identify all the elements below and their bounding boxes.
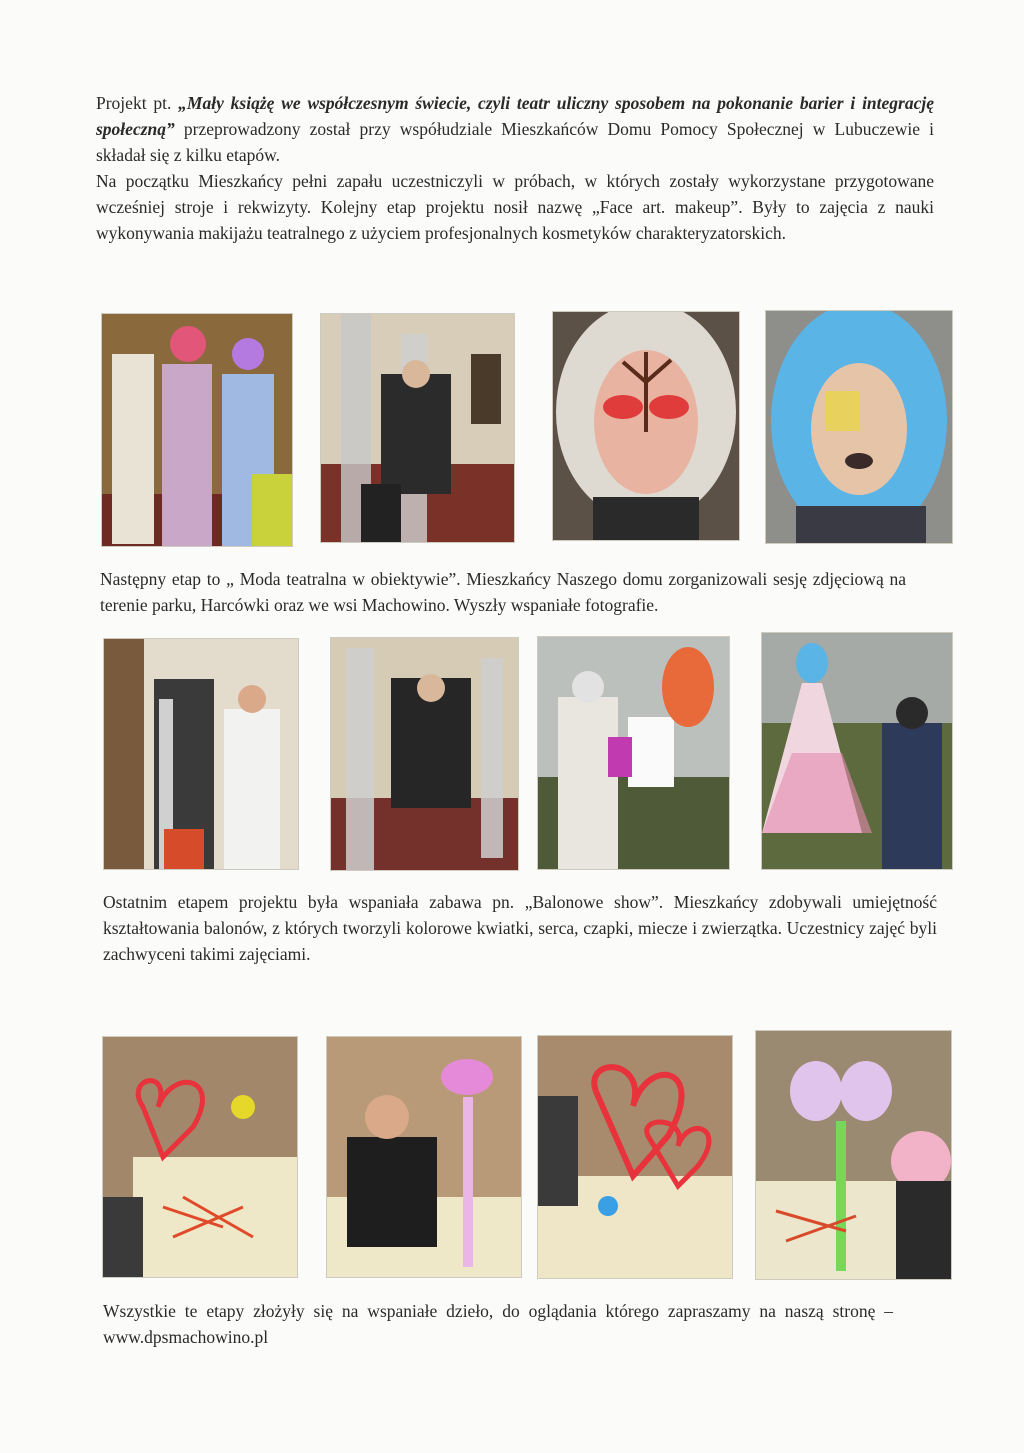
photo-balloon-red-hearts: [537, 1035, 733, 1279]
intro-rest: przeprowadzony został przy współudziale Mieszkańców Domu Pomocy Społecznej w Lubuczewie i składał się z kilku etapów.: [96, 119, 934, 165]
photo-balloon-hearts-table: [102, 1036, 298, 1278]
closing-paragraph: Wszystkie te etapy złożyły się na wspaniałe dzieło, do oglądania którego zapraszamy na naszą stronę – www.dpsmachowino.pl: [103, 1301, 893, 1347]
project-title: „Mały książę we współczesnym świecie, czyli teatr uliczny sposobem na pokonanie barier i integrację społeczną”: [96, 93, 934, 139]
photo-fashion-chains-1: [103, 638, 299, 870]
photo-fashion-outdoor-painting: [537, 636, 730, 870]
photo-balloon-man-flower: [326, 1036, 522, 1278]
photo-costumes-rehearsal: [101, 313, 293, 547]
balloon-paragraph: Ostatnim etapem projektu była wspaniała zabawa pn. „Balonowe show”. Mieszkańcy zdobywali umiejętność kształtowania balonów, z których tworzyli kolorowe kwiatki, serca, czapki, miecze i zwierzątka. Uczestnicy zajęć byli zachwyceni takimi zajęciami.: [103, 892, 937, 964]
photo-face-makeup-gray-wig: [552, 311, 740, 541]
photo-chains-rehearsal: [320, 313, 515, 543]
intro-paragraph: [96, 90, 934, 246]
photo-balloon-child-pink: [755, 1030, 952, 1280]
intro-second: Na początku Mieszkańcy pełni zapału uczestniczyli w próbach, w których zostały wykorzystane przygotowane wcześniej stroje i rekwizyty. Kolejny etap projektu nosił nazwę „Face art. makeup”. Były to zajęcia z nauki wykonywania makijażu teatralnego z użyciem profesjonalnych kosmetyków charakteryzatorskich.: [96, 171, 934, 243]
fashion-paragraph: Następny etap to „ Moda teatralna w obiektywie”. Mieszkańcy Naszego domu zorganizowali sesję zdjęciową na terenie parku, Harcówki oraz we wsi Machowino. Wyszły wspaniałe fotografie.: [100, 569, 906, 615]
photo-face-makeup-blue-wig: [765, 310, 953, 544]
intro-prefix: Projekt pt.: [96, 93, 179, 113]
photo-fashion-pink-dress: [761, 632, 953, 870]
photo-fashion-chains-2: [330, 637, 519, 871]
